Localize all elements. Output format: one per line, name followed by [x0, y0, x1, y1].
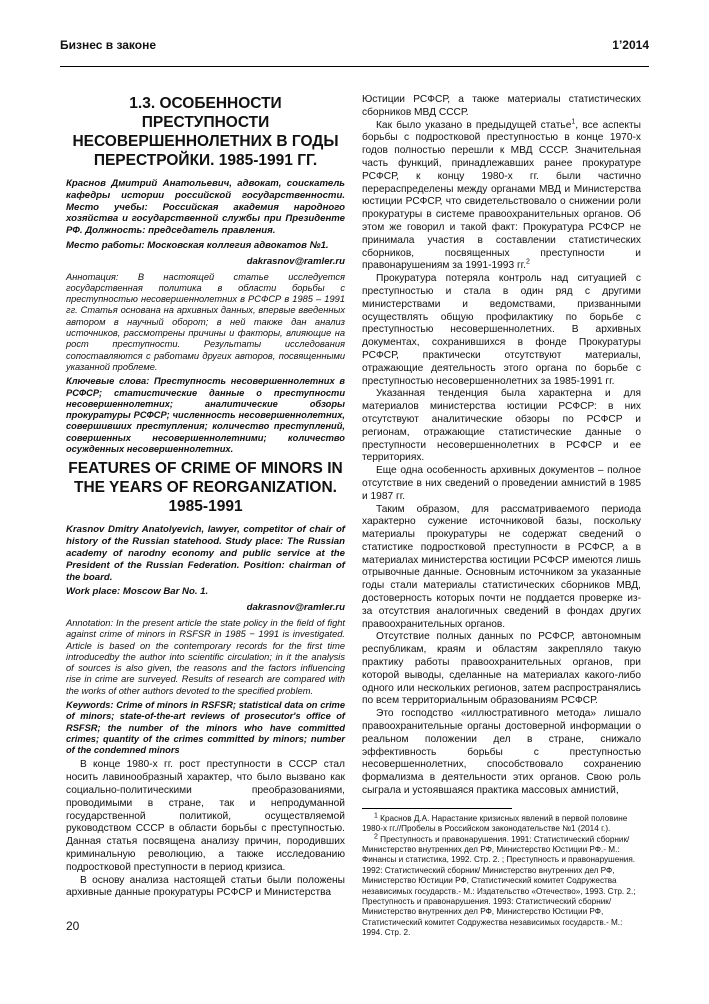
email-ru[interactable]: dakrasnov@ramler.ru [246, 255, 345, 267]
keywords-en: Keywords: Crime of minors in RSFSR; statistical data on crime of minors; state-of-the-art reviews of prosecutor's office of RSFSR; the number of the minors who have committed crimes; quantity of the crimes committed by minors; number of the condemned minors [66, 699, 345, 756]
footnote-rule [362, 808, 512, 809]
page-number: 20 [66, 919, 80, 933]
annotation-en: Annotation: In the present article the state policy in the field of fight against crime of minors in RSFSR in 1985 − 1991 is investigated. Article is based on the contemporary records for the first time introducedby the author into scientific circulation; in it the analysis of sources is also given, the reasons and the factors influencing rise in crime are surveyed. Results of research are compared with the works of other authors devoted to the specified problem. [66, 617, 345, 696]
body-paragraph: Прокуратура потеряла контроль над ситуацией с преступностью и стала в один ряд с другими министерствами и ведомствами, призванными осуществлять общую профилактику по борьбе с преступностью несовершеннолетних. В архивных документах, сохранившихся в фонде Прокуратуры РСФСР, практически отсутствуют материалы, отражающие деятельность этого органа по борьбе с преступностью несовершеннолетних за 1985-1991 гг. [362, 273, 641, 387]
body-text: , все аспекты борьбы с подростковой преступностью в конце 1970-х годов полностью перешли к МВД СССР. Значительная часть функций, принадлежавших ранее прокуратуре РСФСР, к концу 1980-х гг. были частично перераспределены между органами МВД и Министерства юстиции РСФСР, что свидетельствовало о снижении роли прокуратуры в системе правоохранительных органов. Об этом же говорил и такой факт: Прокуратура РСФСР не принимала участия в составлении статистических сборников, посвященных преступности и правонарушениям за 1991-1993 гг. [362, 119, 641, 272]
workplace-en: Work place: Moscow Bar No. 1. [66, 586, 209, 598]
footnote [362, 832, 641, 939]
body-paragraph: В конце 1980-х гг. рост преступности в СССР стал носить лавинообразный характер, что было вызвано как социально-политическими преобразованиями, проводимыми в стране, так и непродуманной государственной политикой, осуществляемой руководством СССР в области борьбы с преступностью. Данная статья посвящена анализу причин, породивших криминальную революцию, а также исследованию подростковой преступности в период кризиса. [66, 759, 345, 873]
body-paragraph [362, 120, 641, 274]
keywords-ru: Ключевые слова: Преступность несовершеннолетних в РСФСР; статистические данные о преступности несовершеннолетних; аналитические обзоры прокуратуры РСФСР; численность несовершеннолетних, совершивших преступления; количество преступлений, совершенных несовершеннолетними; количество осужденных несовершеннолетних. [66, 376, 345, 455]
body-text: Как было указано в предыдущей статье [376, 119, 572, 131]
footnote-number: 1 [374, 812, 378, 820]
left-column [66, 94, 345, 900]
title-ru: 1.3. ОСОБЕННОСТИ ПРЕСТУПНОСТИ НЕСОВЕРШЕННОЛЕТНИХ В ГОДЫ ПЕРЕСТРОЙКИ. 1985-1991 ГГ. [72, 95, 339, 169]
body-paragraph: Юстиции РСФСР, а также материалы статистических сборников МВД СССР. [362, 94, 641, 118]
author-ru: Краснов Дмитрий Анатольевич, адвокат, соискатель кафедры истории российской государственности. Место учебы: Российская академия народного хозяйства и государственной службы при Президенте РФ. Должность: председатель правления. [66, 178, 345, 237]
footnote-ref[interactable]: 2 [526, 258, 530, 266]
running-header [60, 38, 649, 56]
body-paragraph: Еще одна особенность архивных документов – полное отсутствие в них сведений о проведении амнистий в 1985 и 1987 гг. [362, 465, 641, 502]
author-en: Krasnov Dmitry Anatolyevich, lawyer, competitor of chair of history of the Russian statehood. Study place: The Russian academy of narodny economy and public service at the President of the Russian Federation. Position: chairman of the board. [66, 524, 345, 583]
body-paragraph: Указанная тенденция была характерна и для материалов министерства юстиции РСФСР: в них отсутствуют аналитические обзоры по РСФСР и регионам, отражающие статистические данные о преступности несовершеннолетних в РСФСР и ее территориях. [362, 388, 641, 464]
body-paragraph: Таким образом, для рассматриваемого периода характерно сужение источниковой базы, поскольку материалы прокуратуры не содержат сведений о статистике подростковой преступности в РСФСР, а в материалах министерства юстиции РСФСР имеются лишь отрывочные данные. Основным источником за указанные годы стали материалы статистических сборников МВД, достоверность которых почти не поддается проверке из-за отсутствия аналогичных сведений в фондах других правоохранительных органов. [362, 503, 641, 630]
body-paragraph: В основу анализа настоящей статьи были положены архивные данные прокуратуры РСФСР и Министерства [66, 874, 345, 899]
footnote-number: 2 [374, 832, 378, 840]
annotation-ru: Аннотация: В настоящей статье исследуется государственная политика в области борьбы с преступностью несовершеннолетних в РСФСР в 1985 – 1991 гг. Статья основана на архивных данных, впервые введенных автором в научный оборот; в ней также дан анализ источников, рассмотрены причины и факторы, влияющие на рост преступности. Результаты исследования сопоставляются с работами других авторов, посвященными указанной проблеме. [66, 271, 345, 372]
title-en: FEATURES OF CRIME OF MINORS IN THE YEARS OF REORGANIZATION. 1985-1991 [68, 460, 343, 516]
footnote [362, 814, 641, 835]
email-en[interactable]: dakrasnov@ramler.ru [246, 602, 345, 614]
body-paragraph: Отсутствие полных данных по РСФСР, автономным республикам, краям и областям закрепляло такую практику работы правоохранительных органов, при которой выводы, сделанные на материалах какого-либо одного или нескольких регионов, затем распространялись по всем территориальным образованиям РСФСР. [362, 631, 641, 707]
footnote-text: Преступность и правонарушения. 1991: Статистический сборник/ Министерство внутренних дел РФ, Министерство Юстиции РФ.- М.: Финансы и статистика, 1992. Стр. 2. ; Преступность и правонарушения. 1992: Статистический сборник/ Министерство внутренних дел РФ, Министерство Юстиции РФ, Статистический комитет Содружества независимых государств.- М.: Издательство «Отечество», 1993. Стр. 2.; Преступность и правонарушения. 1993: Статистический сборник/ Министерство внутренних дел РФ, Министерство Юстиции РФ, Статистический комитет Содружества независимых государств.- М.: 1994. Стр. 2. [362, 834, 636, 938]
issue-number: 1’2014 [612, 38, 649, 52]
footnote-text: Краснов Д.А. Нарастание кризисных явлений в первой половине 1980-х гг.//Пробелы в Российском законодательстве №1 (2014 г.). [362, 813, 628, 834]
header-rule [60, 66, 649, 67]
workplace-ru: Место работы: Московская коллегия адвокатов №1. [66, 239, 329, 251]
right-column [362, 94, 641, 939]
footnote-ref[interactable]: 1 [571, 118, 576, 126]
body-paragraph: Это господство «иллюстративного метода» лишало правоохранительные органы достоверной информации о реальном положении дел в стране, снижало эффективность борьбы с преступностью несовершеннолетних, способствовало сохранению формализма в деятельности этих органов. Свою роль сыграла и устоявшаяся практика массовых амнистий, [362, 708, 641, 797]
journal-name: Бизнес в законе [60, 38, 157, 52]
